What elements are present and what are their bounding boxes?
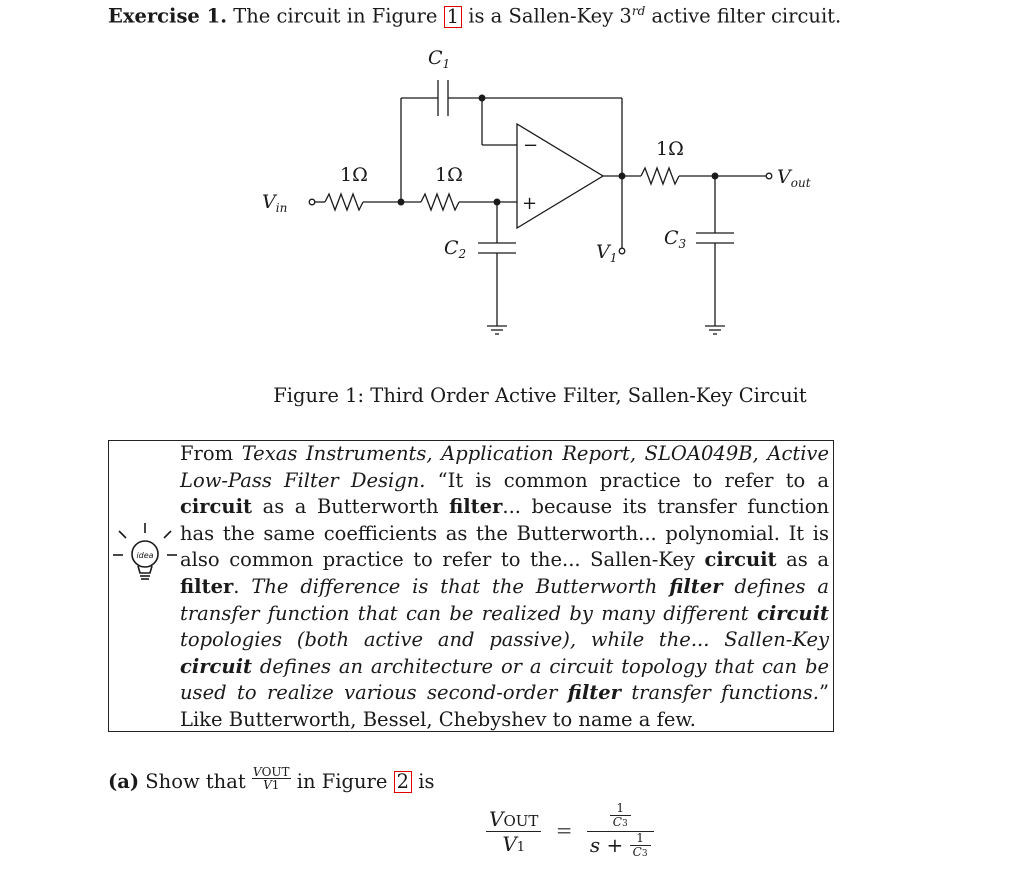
r1-label: 1Ω xyxy=(340,164,368,186)
part-a xyxy=(108,765,435,795)
part-a-label: (a) xyxy=(108,770,140,793)
figure-1-reference-link[interactable]: 1 xyxy=(444,6,462,28)
heading-text-2: is a Sallen-Key 3 xyxy=(468,4,632,28)
vout-label: $V_{out}$ xyxy=(777,166,811,190)
r2-label: 1Ω xyxy=(435,164,463,186)
svg-text:idea: idea xyxy=(136,551,154,560)
c3-label: $C_3$ xyxy=(664,227,687,251)
inline-fraction-vout-v1: $\frac{\text{VOUT}}{V1}$ xyxy=(252,765,290,792)
part-a-text-3: is xyxy=(418,770,435,793)
resistor-r1 xyxy=(325,194,363,210)
c1-label: $C_1$ xyxy=(428,47,451,71)
equation-rhs: $\frac{1}{C3}$ s + $\frac{1}{C3}$ xyxy=(587,802,654,861)
ground-symbol-c3 xyxy=(705,326,725,334)
ordinal-superscript: rd xyxy=(631,4,646,18)
lightbulb-idea-icon xyxy=(109,517,181,587)
c2-label: $C_2$ xyxy=(444,237,467,261)
capacitor-c1 xyxy=(401,80,482,116)
figure-2-reference-link[interactable]: 2 xyxy=(394,771,412,793)
opamp-plus-label: + xyxy=(522,193,538,214)
resistor-r2 xyxy=(421,194,459,210)
part-a-text-2: in Figure xyxy=(296,770,388,793)
resistor-r3 xyxy=(641,168,679,184)
heading-text: The circuit in Figure xyxy=(233,4,438,28)
equation-lhs: $\frac{\text{VOUT}}{V1}$ xyxy=(486,807,541,856)
heading-text-3: active filter circuit. xyxy=(651,4,842,28)
quote-box xyxy=(108,440,834,732)
ground-symbol-c2 xyxy=(487,326,507,334)
opamp-minus-label: − xyxy=(523,135,539,156)
vin-label: $V_{in}$ xyxy=(262,191,288,215)
exercise-label: Exercise 1. xyxy=(108,4,227,28)
r3-label: 1Ω xyxy=(656,138,684,160)
v1-label: $V_1$ xyxy=(596,241,618,265)
figure-caption: Figure 1: Third Order Active Filter, Sallen-Key Circuit xyxy=(273,384,807,407)
capacitor-c2 xyxy=(478,202,516,326)
capacitor-c3 xyxy=(696,176,734,326)
quote-text: From Texas Instruments, Application Report, SLOA049B, Active Low-Pass Filter Design. “It is common practice to refer to a circuit as a Butterworth filter... because its transfer function has the same coefficients as the Butterworth... polynomial. It is also common practice to refer to the... Sallen-Key circuit as a filter. The difference is that the Butterworth filter defines a transfer function that can be realized by many different circuit topologies (both active and passive), while the... Sallen-Key circuit defines an architecture or a circuit topology that can be used to realize various second-order filter transfer functions.” Like Butterworth, Bessel, Chebyshev to name a few. xyxy=(180,442,830,731)
transfer-function-equation xyxy=(486,802,654,861)
part-a-text: Show that xyxy=(145,770,246,793)
sallen-key-circuit-diagram xyxy=(0,0,1024,380)
equals-sign: = xyxy=(555,818,573,842)
